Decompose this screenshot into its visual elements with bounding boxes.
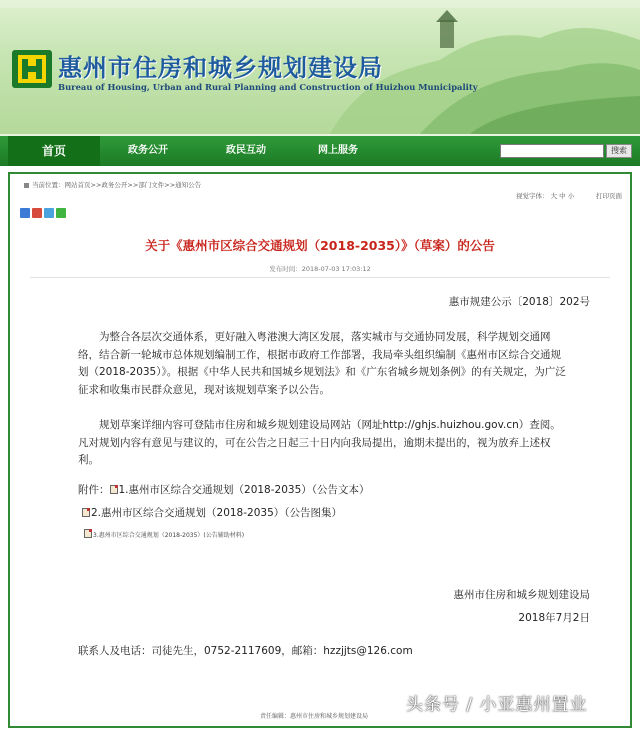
location-icon — [24, 183, 29, 188]
signing-date: 2018年7月2日 — [518, 612, 590, 624]
share-buttons — [20, 208, 66, 218]
contact-info: 联系人及电话：司徒先生，0752-2117609，邮箱：hzzjjts@126.com — [78, 645, 413, 657]
paragraph-1: 为整合各层次交通体系，更好融入粤港澳大湾区发展，落实城市与交通协同发展，科学规划交通网络，结合新一轮城市总体规划编制工作，根据市政府工作部署，我局牵头组织编制《惠州市区综合交通规划（2018-2035）》。根据《中华人民共和国城乡规划法》和《广东省城乡规划条例》的有关规定，为广泛征求和收集市民群众意见，现对该规划草案予以公告。 — [78, 331, 566, 396]
file-icon — [84, 529, 92, 538]
attachment-3[interactable]: 3.惠州市区综合交通规划（2018-2035）(公告辅助材料) — [84, 529, 244, 539]
divider — [30, 277, 610, 278]
main-nav — [0, 134, 640, 166]
attachment-2[interactable]: 2.惠州市区综合交通规划（2018-2035）（公告图集） — [82, 505, 342, 520]
nav-gov-affairs[interactable]: 政务公开 — [128, 145, 168, 156]
nav-online-service[interactable]: 网上服务 — [318, 145, 358, 156]
content-frame — [8, 172, 632, 728]
document-number: 惠市规建公示〔2018〕202号 — [448, 296, 590, 308]
file-icon — [110, 485, 118, 494]
paragraph-2: 规划草案详细内容可登陆市住房和城乡规划建设局网站（网址http://ghjs.huizhou.gov.cn）查阅。凡对规划内容有意见与建议的，可在公告之日起三十日内向我局提出，逾期未提出的，视为放弃上述权利。 — [78, 419, 561, 466]
search-button[interactable]: 搜索 — [606, 144, 632, 158]
share-qzone-icon[interactable] — [20, 208, 30, 218]
publish-time: 发布时间：2018-07-03 17:03:12 — [269, 265, 371, 273]
share-weibo-icon[interactable] — [32, 208, 42, 218]
breadcrumb: 当前位置：网站首页>>政务公开>>部门文件>>通知公告 — [24, 180, 201, 189]
share-wechat-icon[interactable] — [56, 208, 66, 218]
site-title: 惠州市住房和城乡规划建设局 — [58, 53, 383, 82]
file-icon — [82, 508, 90, 517]
header-banner — [0, 0, 640, 134]
article-title: 关于《惠州市区综合交通规划（2018-2035）》（草案）的公告 — [145, 238, 495, 253]
share-tencent-icon[interactable] — [44, 208, 54, 218]
site-subtitle: Bureau of Housing, Urban and Rural Planning and Construction of Huizhou Municipality — [58, 82, 478, 92]
attachment-1[interactable]: 附件： 1.惠州市区综合交通规划（2018-2035）（公告文本） — [78, 484, 370, 496]
logo — [12, 50, 52, 88]
responsible-editor: 责任编辑：惠州市住房和城乡规划建设局 — [260, 713, 369, 720]
nav-home[interactable]: 首页 — [8, 136, 100, 166]
nav-interaction[interactable]: 政民互动 — [226, 145, 266, 156]
print-link[interactable]: 打印页面 — [596, 192, 622, 200]
font-size-switcher[interactable]: 视觉字体： 大 中 小 — [516, 192, 575, 200]
search-input[interactable] — [500, 144, 604, 158]
watermark: 头条号 / 小亚惠州置业 — [406, 695, 588, 715]
signing-organization: 惠州市住房和城乡规划建设局 — [453, 589, 590, 601]
